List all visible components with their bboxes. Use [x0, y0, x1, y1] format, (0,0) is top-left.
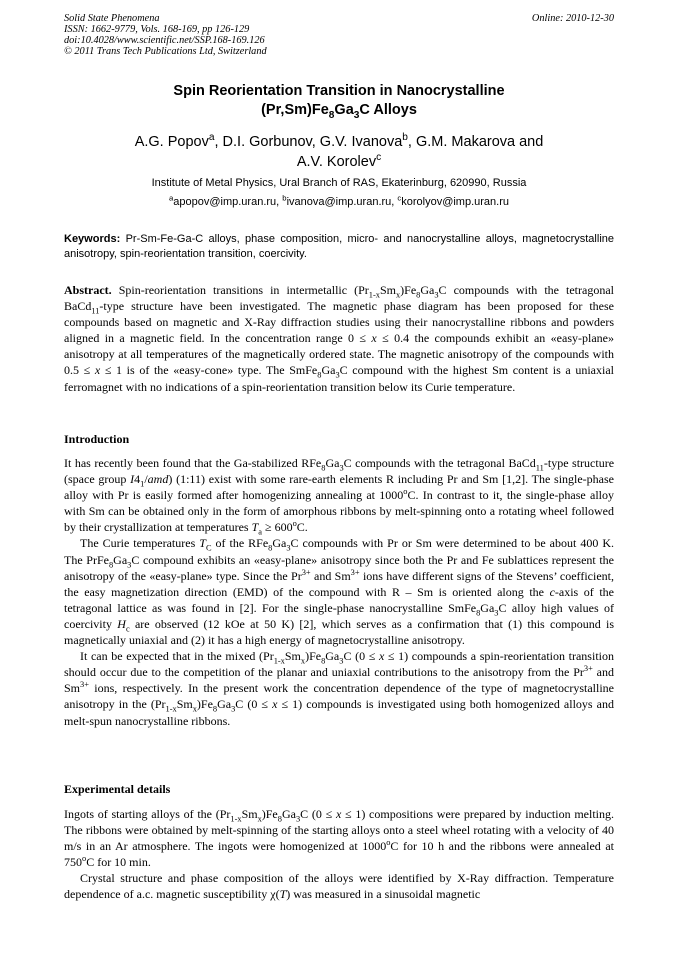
paragraph: The Curie temperatures $T_C$ of the $RFe_8Ga_3C$ compounds with Pr or Sm were determined to be about 400 K. The $PrFe_8Ga_3C$ compound exhibits an «easy-plane» anisotropy since both the Pr and Fe sublattices represent the anisotropy of the «easy-plane» type. Since the $Pr^{3+}$ and $Sm^{3+}$ ions have different signs of the Stevens’ coefficient, the easy magnetization direction (EMD) of the compound with R – Sm is oriented along the c-axis of the tetragonal lattice as was found in [2]. For the single-phase nanocrystalline $SmFe_8Ga_3C$ alloy high values of coercivity $H_c$ are observed (12 kOe at 50 K) [2], which serves as a confirmation that (1) this compound is magnetically uniaxial and (2) it has a high energy of magnetocrystalline anisotropy. [64, 536, 615, 648]
abstract-label: Abstract. [64, 283, 112, 297]
paper-title [0, 82, 678, 120]
experimental-body [64, 806, 614, 903]
keywords-label: Keywords: [64, 233, 121, 245]
copyright-line: © 2011 Trans Tech Publications Ltd, Switzerland [64, 46, 267, 57]
title-line-1: Spin Reorientation Transition in Nanocrystalline [173, 83, 505, 99]
paragraph: Crystal structure and phase composition of the alloys were identified by X-Ray diffraction. Temperature dependence of a.c. magnetic susceptibility χ(T) was measured in a sinusoidal magnetic [64, 871, 614, 902]
introduction-body [64, 455, 614, 729]
journal-name: Solid State Phenomena [64, 13, 160, 24]
introduction-heading: Introduction [64, 432, 130, 446]
email-link[interactable]: apopov@imp.uran.ru, [173, 196, 283, 208]
online-date: Online: 2010-12-30 [531, 13, 614, 24]
paragraph: Ingots of starting alloys of the $(Pr_{1-x}Sm_x)Fe_8Ga_3C$ (0 ≤ x ≤ 1) compositions were prepared by induction melting. The ribbons were obtained by melt-spinning of the starting alloys onto a steel wheel rotating with a velocity of 40 m/s in an Ar atmosphere. The ingots were homogenized at 1000$^o$C for 10 h and the ribbons were annealed at 750$^o$C for 10 min. [64, 807, 614, 870]
abstract: Abstract. Spin-reorientation transitions in intermetallic $(Pr_{1-x}Sm_x)Fe_8Ga_3C$ compounds with the tetragonal BaCd$_{11}$-type structure have been investigated. The magnetic phase diagram has been proposed for these compounds based on magnetic and X-Ray diffraction studies using their nanocrystalline ribbons and powders aligned in a magnetic field. In the concentration range 0 ≤ x ≤ 0.4 the compounds exhibit an «easy-plane» anisotropy at all temperatures of the magnetically ordered state. The magnetic anisotropy of the compounds with 0.5 ≤ x ≤ 1 is of the «easy-cone» type. The $SmFe_8Ga_3C$ compound with the highest Sm content is a uniaxial ferromagnet with no indications of a spin-reorientation transition below its Curie temperature. [64, 283, 614, 394]
email-link[interactable]: ivanova@imp.uran.ru, [286, 196, 398, 208]
author-list: A.G. Popov$^a$, D.I. Gorbunov, G.V. Ivanova$^b$, G.M. Makarova and A.V. Korolev$^c$ [134, 132, 544, 170]
author-emails: $^a$apopov@imp.uran.ru, $^b$ivanova@imp.uran.ru, $^c$korolyov@imp.uran.ru [168, 193, 509, 208]
title-line-2: $(Pr,Sm)Fe_8Ga_3C$ Alloys [261, 102, 417, 121]
issn-line: ISSN: 1662-9779, Vols. 168-169, pp 126-129 [64, 24, 250, 35]
paragraph: It can be expected that in the mixed $(Pr_{1-x}Sm_x)Fe_8Ga_3C$ (0 ≤ x ≤ 1) compounds a spin-reorientation transition should occur due to the competition of the planar and uniaxial contributions to the anisotropy from the $Pr^{3+}$ and $Sm^{3+}$ ions, respectively. In the present work the concentration dependence of the type of magnetocrystalline anisotropy in the $(Pr_{1-x}Sm_x)Fe_8Ga_3C$ (0 ≤ x ≤ 1) compounds is investigated using both homogenized alloys and melt-spun nanocrystalline ribbons. [64, 649, 614, 728]
journal-header [64, 13, 267, 57]
doi-line: doi:10.4028/www.scientific.net/SSP.168-169.126 [64, 35, 265, 46]
keywords: Keywords: Pr-Sm-Fe-Ga-C alloys, phase composition, micro- and nanocrystalline alloys, magnetocrystalline anisotropy, spin-reorientation transition, coercivity. [64, 233, 614, 260]
affiliation: Institute of Metal Physics, Ural Branch of RAS, Ekaterinburg, 620990, Russia [151, 177, 527, 189]
paragraph: It has recently been found that the Ga-stabilized $RFe_8Ga_3C$ compounds with the tetragonal BaCd$_{11}$-type structure (space group $I4_1/amd$) (1:11) exist with some rare-earth elements R including Pr and Sm [1,2]. The single-phase alloy with Pr is easily formed after homogenizing annealing at 1000$^o$C. In contrast to it, the single-phase alloy with Sm can be obtained only in the form of amorphous ribbons by melt-spinning onto a rotating wheel followed by their crystallization at temperatures $T_a \ge 600^oC$. [64, 456, 615, 537]
email-link[interactable]: korolyov@imp.uran.ru [401, 196, 509, 208]
experimental-heading: Experimental details [64, 782, 171, 796]
